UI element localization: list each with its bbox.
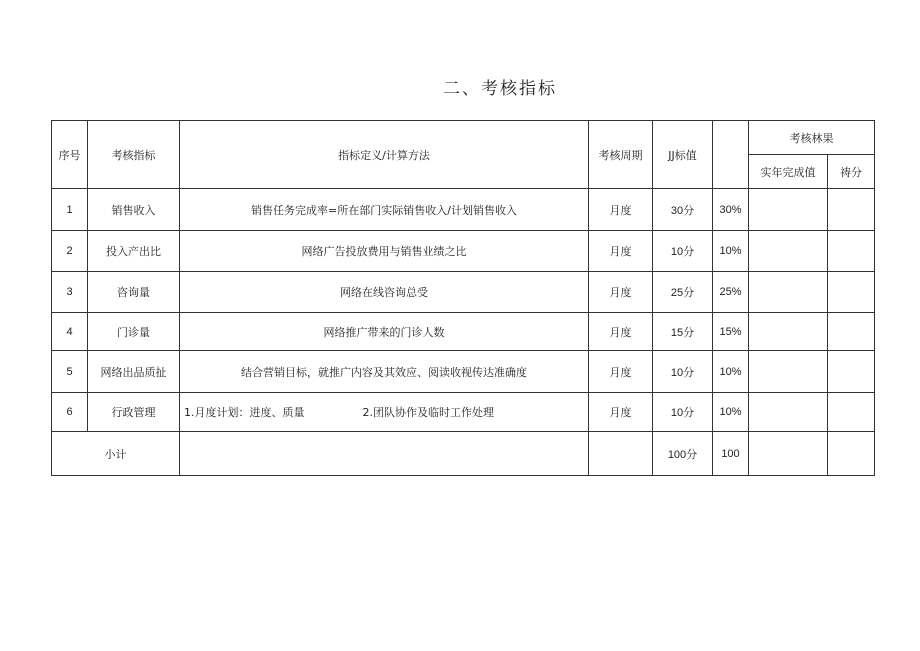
header-indicator: 考核指标 — [88, 121, 180, 189]
row-score: 10分 — [653, 393, 713, 432]
row-seq: 4 — [52, 313, 88, 351]
row-result-score — [828, 313, 875, 351]
table-row — [52, 351, 875, 393]
row-weight: 30% — [713, 189, 749, 231]
row-weight: 15% — [713, 313, 749, 351]
definition-part-1: 1.月度计划：进度、质量 — [184, 406, 305, 419]
row-seq: 1 — [52, 189, 88, 231]
table-row — [52, 231, 875, 272]
header-definition: 指标定义/计算方法 — [180, 121, 589, 189]
subtotal-label: 小计 — [52, 432, 180, 476]
header-target: JJ标值 — [653, 121, 713, 189]
table-row — [52, 393, 875, 432]
row-result-score — [828, 393, 875, 432]
subtotal-result-score — [828, 432, 875, 476]
subtotal-actual — [749, 432, 828, 476]
header-seq: 序号 — [52, 121, 88, 189]
subtotal-definition — [180, 432, 589, 476]
header-row — [52, 121, 875, 155]
header-score: 祷分 — [828, 155, 875, 189]
subtotal-period — [589, 432, 653, 476]
row-seq: 6 — [52, 393, 88, 432]
row-actual — [749, 272, 828, 313]
row-indicator: 网络出品质扯 — [88, 351, 180, 393]
row-definition — [180, 393, 589, 432]
row-seq: 2 — [52, 231, 88, 272]
subtotal-score: 100分 — [653, 432, 713, 476]
row-result-score — [828, 272, 875, 313]
row-actual — [749, 231, 828, 272]
row-indicator: 门诊量 — [88, 313, 180, 351]
row-actual — [749, 393, 828, 432]
row-weight: 10% — [713, 231, 749, 272]
row-score: 15分 — [653, 313, 713, 351]
row-period: 月度 — [589, 351, 653, 393]
row-score: 10分 — [653, 351, 713, 393]
header-result-group: 考核林果 — [749, 121, 875, 155]
row-definition: 网络在线咨询总受 — [180, 272, 589, 313]
row-score: 25分 — [653, 272, 713, 313]
row-period: 月度 — [589, 231, 653, 272]
row-indicator: 销售收入 — [88, 189, 180, 231]
row-result-score — [828, 189, 875, 231]
header-actual: 实年完成值 — [749, 155, 828, 189]
row-definition: 网络推广带来的门诊人数 — [180, 313, 589, 351]
row-indicator: 行政管理 — [88, 393, 180, 432]
row-indicator: 咨询量 — [88, 272, 180, 313]
row-period: 月度 — [589, 189, 653, 231]
row-actual — [749, 313, 828, 351]
row-definition: 结合营销目标，就推广内容及其效应、阅读收视传达准确度 — [180, 351, 589, 393]
row-seq: 3 — [52, 272, 88, 313]
header-weight — [713, 121, 749, 189]
row-weight: 10% — [713, 351, 749, 393]
row-result-score — [828, 231, 875, 272]
definition-part-2: 2.团队协作及临时工作处理 — [362, 406, 494, 419]
table-row — [52, 313, 875, 351]
page-title: 二、考核指标 — [443, 79, 557, 99]
row-definition: 销售任务完成率=所在部门实际销售收入/计划销售收入 — [180, 189, 589, 231]
row-actual — [749, 351, 828, 393]
row-indicator: 投入产出比 — [88, 231, 180, 272]
row-score: 30分 — [653, 189, 713, 231]
header-period: 考核周期 — [589, 121, 653, 189]
row-period: 月度 — [589, 272, 653, 313]
row-weight: 25% — [713, 272, 749, 313]
table-row — [52, 272, 875, 313]
row-definition: 网络广告投放费用与销售业绩之比 — [180, 231, 589, 272]
subtotal-weight: 100 — [713, 432, 749, 476]
subtotal-row — [52, 432, 875, 476]
row-period: 月度 — [589, 393, 653, 432]
kpi-table — [51, 120, 875, 476]
row-score: 10分 — [653, 231, 713, 272]
row-period: 月度 — [589, 313, 653, 351]
row-result-score — [828, 351, 875, 393]
row-seq: 5 — [52, 351, 88, 393]
table-row — [52, 189, 875, 231]
row-weight: 10% — [713, 393, 749, 432]
row-actual — [749, 189, 828, 231]
